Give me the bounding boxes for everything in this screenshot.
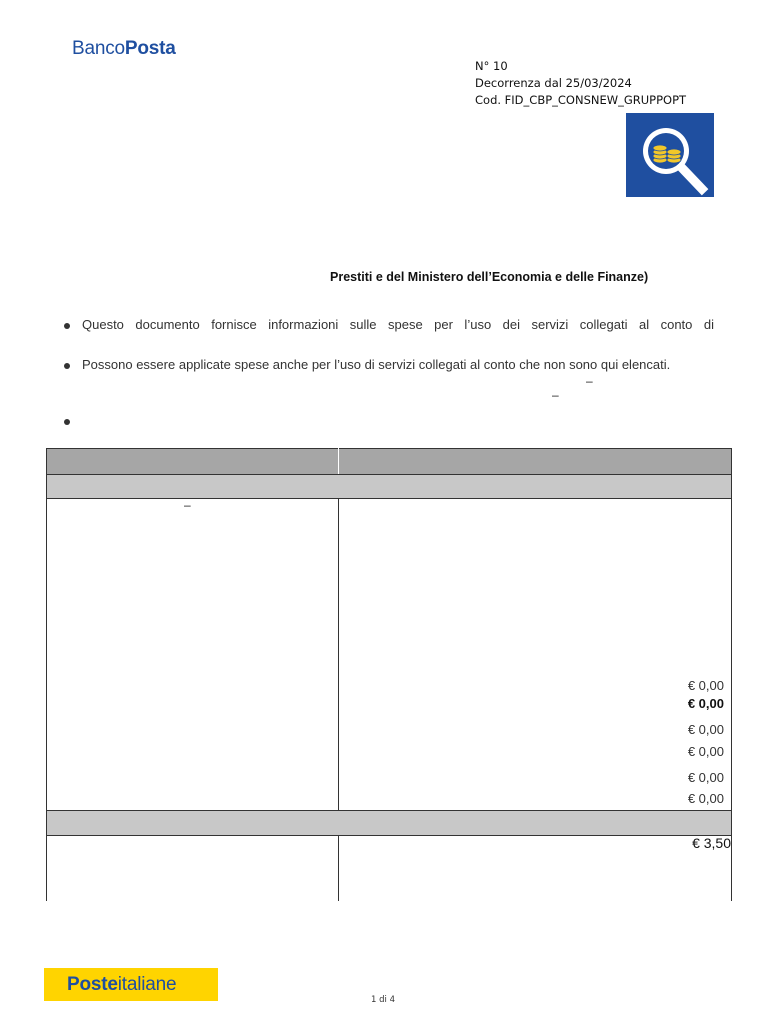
section-row [46,474,732,499]
amount-value: € 0,00 [687,722,724,737]
bullet-dot [64,419,70,425]
amount-value: € 0,00 [687,770,724,785]
column-divider [338,835,339,901]
document-number: N° 10 [475,59,508,73]
document-info [475,58,686,109]
document-code: Cod. FID_CBP_CONSNEW_GRUPPOPT [475,93,687,107]
bullet-dot [64,323,70,329]
amount-value: € 0,00 [687,744,724,759]
section-row [46,810,732,836]
dash-mark: – [586,374,593,388]
magnifier-coins-icon [626,113,714,197]
amount-value: € 0,00 [687,678,724,693]
amount-value: € 3,50 [692,835,731,851]
posteitaliane-logo [44,968,218,1001]
dash-mark: – [552,388,559,402]
column-divider [338,498,339,810]
logo-prefix: Poste [67,974,118,995]
table-header-row [46,448,732,475]
fees-table [46,448,732,901]
logo-suffix: Posta [124,38,176,59]
dash-mark: – [184,498,191,512]
table-right-border [731,498,732,901]
amount-value: € 0,00 [687,791,724,806]
table-left-border [46,498,47,901]
effective-date: Decorrenza dal 25/03/2024 [475,76,632,90]
amount-value-bold: € 0,00 [687,696,724,711]
page-number: 1 di 4 [371,995,395,1005]
bullet-text: Possono essere applicate spese anche per l’uso di servizi collegati al conto che non sono qui elencati. [82,357,671,372]
bancoposta-logo [72,38,176,60]
bullet-dot [64,363,70,369]
logo-prefix: Banco [72,38,125,59]
header-divider [338,448,339,475]
bullet-text: Questo documento fornisce informazioni sulle spese per l’uso dei servizi collegati al conto di [82,317,714,332]
logo-suffix: italiane [117,974,177,995]
document-title: Prestiti e del Ministero dell’Economia e delle Finanze) [330,270,649,284]
